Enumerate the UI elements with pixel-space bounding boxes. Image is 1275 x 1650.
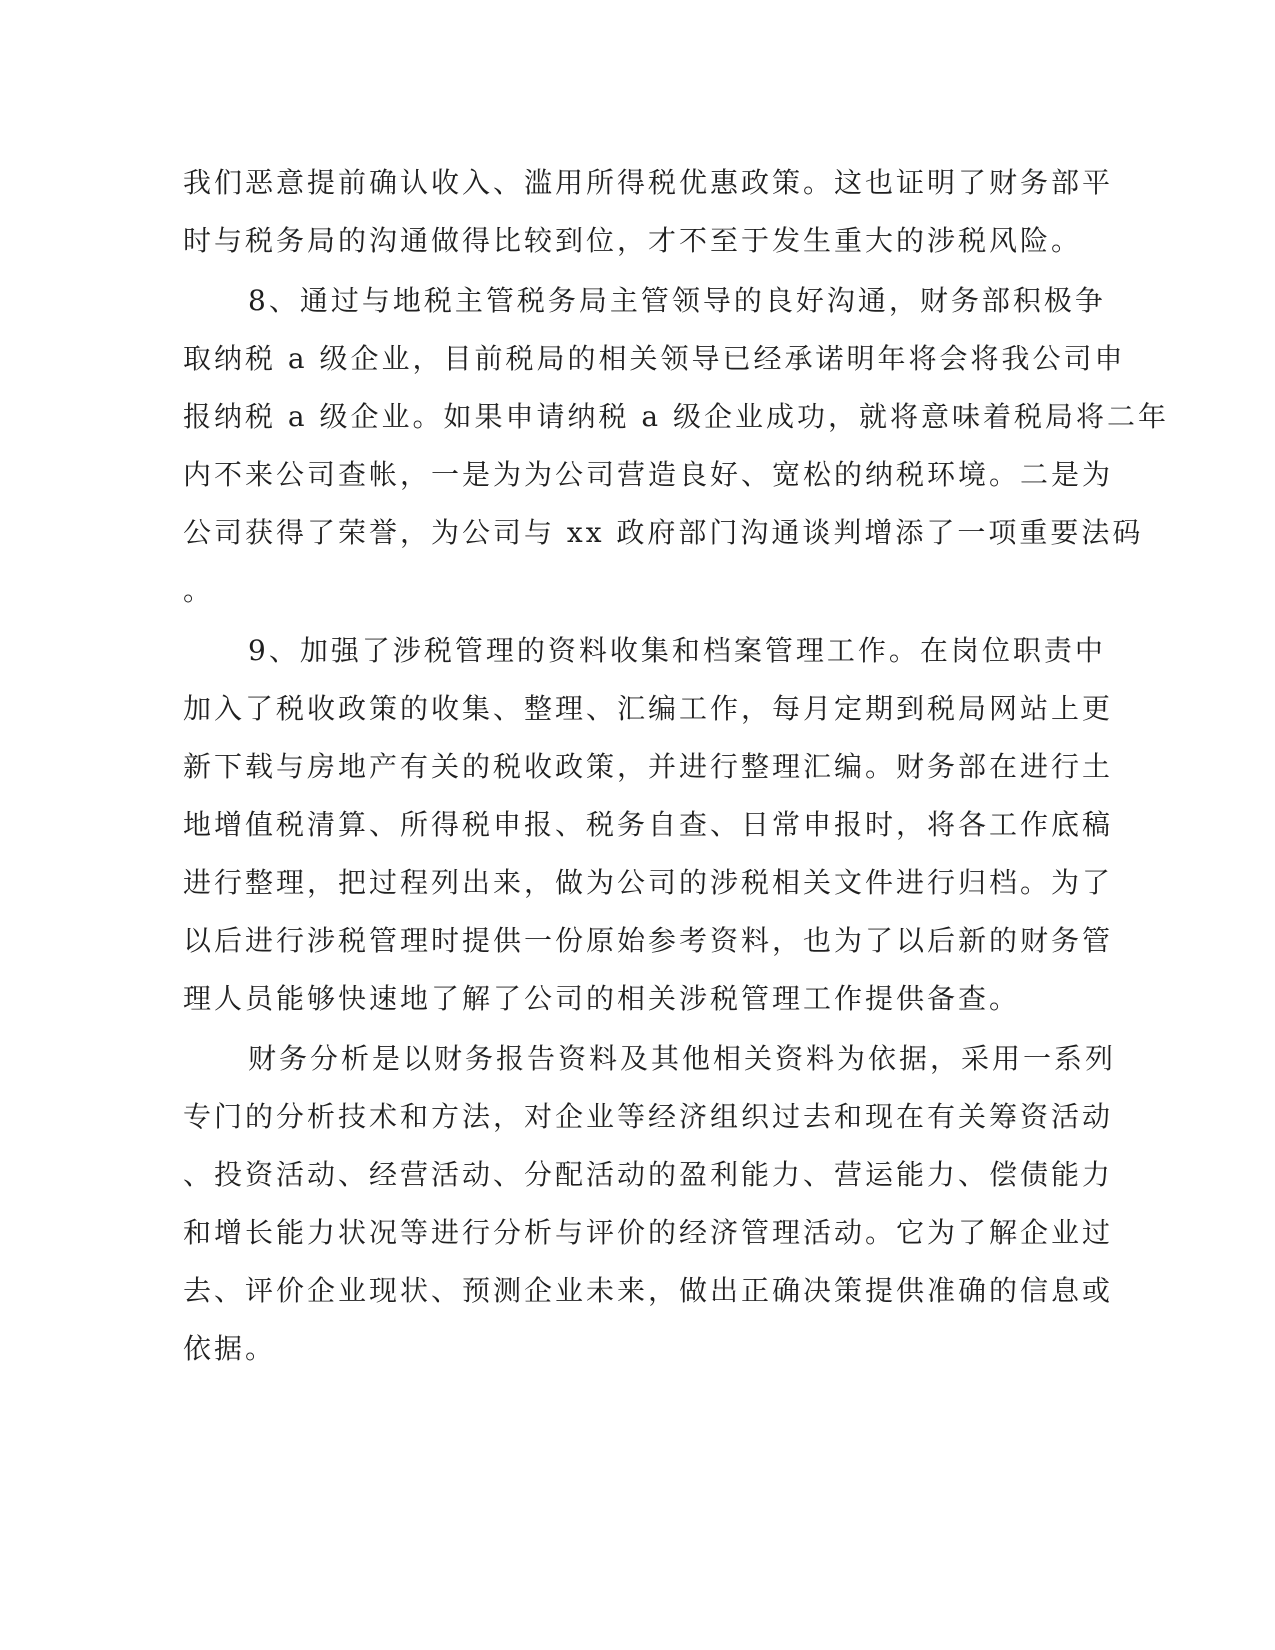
paragraph-9-first-line: 9、加强了涉税管理的资料收集和档案管理工作。在岗位职责中 (248, 634, 1106, 667)
text-line: 去、评价企业现状、预测企业未来，做出正确决策提供准确的信息或 (183, 1274, 1114, 1307)
text-line: 进行整理，把过程列出来，做为公司的涉税相关文件进行归档。为了 (183, 866, 1114, 899)
text-line: 理人员能够快速地了解了公司的相关涉税管理工作提供备查。 (183, 982, 1021, 1015)
text-line: 新下载与房地产有关的税收政策，并进行整理汇编。财务部在进行土 (183, 750, 1114, 783)
text-line: 以后进行涉税管理时提供一份原始参考资料，也为了以后新的财务管 (183, 924, 1114, 957)
text-line: 时与税务局的沟通做得比较到位，才不至于发生重大的涉税风险。 (183, 224, 1083, 257)
text-line: 、投资活动、经营活动、分配活动的盈利能力、营运能力、偿债能力 (183, 1158, 1114, 1191)
text-line: 地增值税清算、所得税申报、税务自查、日常申报时，将各工作底稿 (183, 808, 1114, 841)
text-line: 我们恶意提前确认收入、滥用所得税优惠政策。这也证明了财务部平 (183, 166, 1114, 199)
text-line: 依据。 (183, 1332, 277, 1365)
text-line: 加入了税收政策的收集、整理、汇编工作，每月定期到税局网站上更 (183, 692, 1114, 725)
text-line: 内不来公司查帐，一是为为公司营造良好、宽松的纳税环境。二是为 (183, 458, 1114, 491)
text-line: 。 (183, 574, 215, 607)
paragraph-analysis-first-line: 财务分析是以财务报告资料及其他相关资料为依据，采用一系列 (248, 1042, 1117, 1075)
paragraph-8-first-line: 8、通过与地税主管税务局主管领导的良好沟通，财务部积极争 (248, 284, 1106, 317)
text-line: 专门的分析技术和方法，对企业等经济组织过去和现在有关筹资活动 (183, 1100, 1114, 1133)
text-line: 取纳税 a 级企业，目前税局的相关领导已经承诺明年将会将我公司申 (183, 342, 1126, 375)
text-line: 和增长能力状况等进行分析与评价的经济管理活动。它为了解企业过 (183, 1216, 1114, 1249)
text-line: 公司获得了荣誉，为公司与 xx 政府部门沟通谈判增添了一项重要法码 (183, 516, 1144, 549)
text-line: 报纳税 a 级企业。如果申请纳税 a 级企业成功，就将意味着税局将二年 (183, 400, 1169, 433)
